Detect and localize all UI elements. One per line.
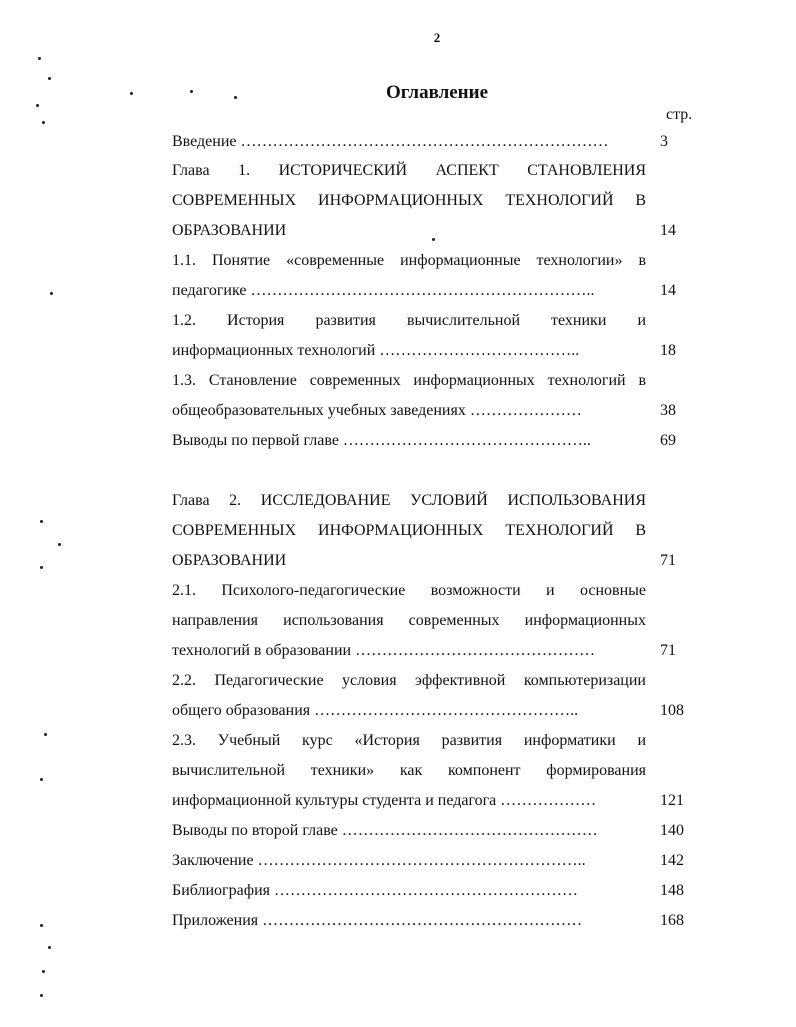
scan-speck <box>190 90 193 93</box>
toc-page: 148 <box>660 882 684 899</box>
toc-entry-conclusions-1: Выводы по первой главе ……………………………………….. <box>172 432 591 449</box>
toc-page: 14 <box>660 282 676 299</box>
scan-speck <box>42 121 45 124</box>
scan-speck <box>38 57 41 60</box>
scan-speck <box>40 778 43 781</box>
toc-page: 108 <box>660 702 684 719</box>
scan-speck <box>40 994 43 997</box>
toc-page: 3 <box>660 133 668 150</box>
toc-entry-section-2-3-line: 2.3. Учебный курс «История развития информатики и <box>172 732 646 749</box>
scan-speck <box>44 733 47 736</box>
toc-entry-bibliography: Библиография ………………………………………………… <box>172 882 578 899</box>
toc-page: 71 <box>660 642 676 659</box>
scan-speck <box>130 92 133 95</box>
scan-speck <box>36 104 39 107</box>
toc-page: 71 <box>660 552 676 569</box>
toc-entry-chapter-2-line: СОВРЕМЕННЫХ ИНФОРМАЦИОННЫХ ТЕХНОЛОГИЙ В <box>172 522 646 539</box>
toc-entry-section-1-1-line: 1.1. Понятие «современные информационные технологии» в <box>172 252 646 269</box>
scan-speck <box>234 96 237 99</box>
toc-page: 18 <box>660 342 676 359</box>
scan-speck <box>40 566 43 569</box>
toc-entry-chapter-1-line: Глава 1. ИСТОРИЧЕСКИЙ АСПЕКТ СТАНОВЛЕНИЯ <box>172 162 646 179</box>
page-title: Оглавление <box>385 82 489 103</box>
scan-speck <box>48 77 51 80</box>
toc-page: 168 <box>660 912 684 929</box>
toc-entry-section-2-3-line: информационной культуры студента и педагога ……………… <box>172 792 597 809</box>
toc-entry-section-2-2-line: общего образования ………………………………………….. <box>172 702 579 719</box>
scan-speck <box>432 238 435 241</box>
scan-speck <box>50 292 53 295</box>
toc-page: 121 <box>660 792 684 809</box>
toc-page: 140 <box>660 822 684 839</box>
toc-entry-section-2-1-line: 2.1. Психолого-педагогические возможности и основные <box>172 582 646 599</box>
toc-entry-chapter-1-line: СОВРЕМЕННЫХ ИНФОРМАЦИОННЫХ ТЕХНОЛОГИЙ В <box>172 192 646 209</box>
toc-page: 142 <box>660 852 684 869</box>
toc-entry-section-1-3-line: 1.3. Становление современных информационных технологий в <box>172 372 646 389</box>
toc-entry-section-1-1-line: педагогике ……………………………………………………….. <box>172 282 595 299</box>
toc-entry-conclusion: Заключение …………………………………………………….. <box>172 852 586 869</box>
page-column-label: стр. <box>666 106 693 123</box>
toc-entry-section-2-1-line: направления использования современных информационных <box>172 612 646 629</box>
toc-entry-section-2-2-line: 2.2. Педагогические условия эффективной компьютеризации <box>172 672 646 689</box>
toc-page: 14 <box>660 222 676 239</box>
scan-speck <box>40 924 43 927</box>
scan-speck <box>48 946 51 949</box>
toc-page: 38 <box>660 402 676 419</box>
toc-entry-section-1-2-line: информационных технологий ……………………………….. <box>172 342 580 359</box>
toc-entry-appendices: Приложения …………………………………………………… <box>172 912 583 929</box>
scan-speck <box>40 520 43 523</box>
toc-entry-section-2-1-line: технологий в образовании ……………………………………… <box>172 642 596 659</box>
toc-page: 69 <box>660 432 676 449</box>
toc-entry-section-2-3-line: вычислительной техники» как компонент формирования <box>172 762 646 779</box>
page-number: 2 <box>433 30 441 45</box>
toc-entry-section-1-3-line: общеобразовательных учебных заведениях ………………… <box>172 402 582 419</box>
toc-entry-chapter-2-line: Глава 2. ИССЛЕДОВАНИЕ УСЛОВИЙ ИСПОЛЬЗОВАНИЯ <box>172 492 646 509</box>
toc-entry-section-1-2-line: 1.2. История развития вычислительной техники и <box>172 312 646 329</box>
toc-entry-chapter-1-line: ОБРАЗОВАНИИ <box>172 222 287 239</box>
toc-entry-conclusions-2: Выводы по второй главе ………………………………………… <box>172 822 598 839</box>
scan-speck <box>58 543 61 546</box>
toc-entry-chapter-2-line: ОБРАЗОВАНИИ <box>172 552 287 569</box>
scan-speck <box>42 970 45 973</box>
toc-entry-introduction: Введение …………………………………………………………… <box>172 133 609 150</box>
